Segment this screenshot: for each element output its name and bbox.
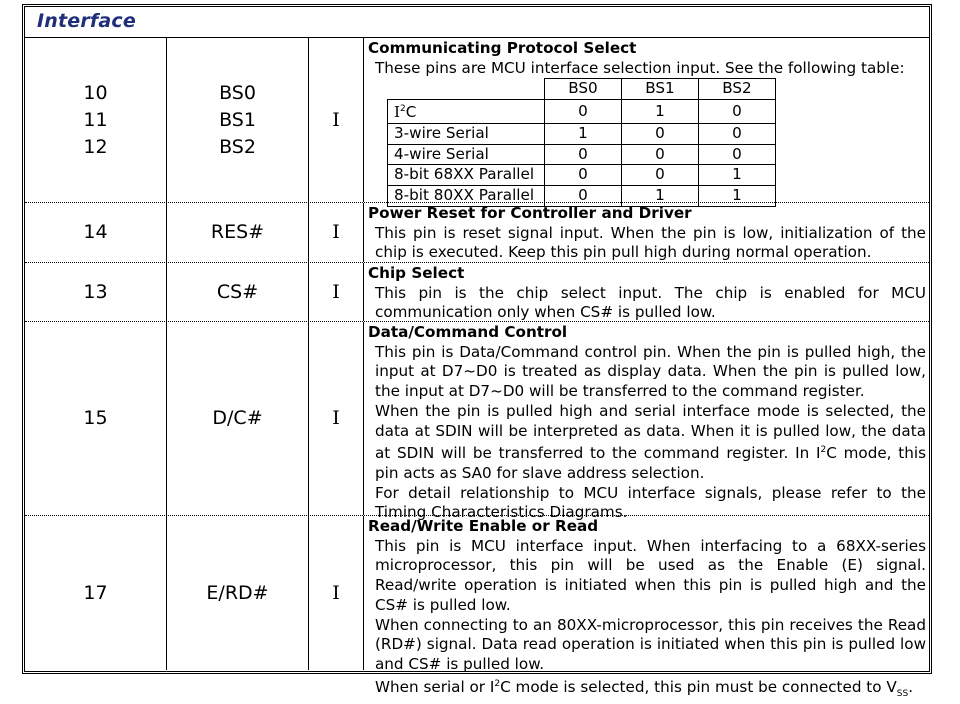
pin-number: 12 bbox=[83, 135, 108, 158]
bs-header: BS0 bbox=[545, 79, 622, 100]
bs-value: 1 bbox=[622, 100, 699, 124]
bs-value: 1 bbox=[699, 185, 776, 206]
table-row bbox=[388, 144, 776, 165]
interface-name: 8-bit 68XX Parallel bbox=[388, 165, 545, 186]
interface-name: 3-wire Serial bbox=[388, 123, 545, 144]
pin-name-cell bbox=[167, 38, 309, 202]
bs-value: 0 bbox=[699, 123, 776, 144]
interface-name: 4-wire Serial bbox=[388, 144, 545, 165]
description-title: Chip Select bbox=[368, 264, 465, 282]
bs-value: 0 bbox=[622, 165, 699, 186]
pin-row-res bbox=[25, 203, 929, 263]
pin-row-bs bbox=[25, 38, 929, 203]
pin-name: BS0 bbox=[219, 81, 256, 104]
bs-value: 1 bbox=[622, 185, 699, 206]
pin-name: E/RD# bbox=[167, 516, 309, 670]
description-text: This pin is MCU interface input. When interfacing to a 68XX-series microprocessor, this pin will be used as the Enable (E) signal. Read/write operation is initiated when this pin is pulled high and the CS# is pulled low. bbox=[375, 536, 926, 614]
bs-value: 0 bbox=[699, 100, 776, 124]
pin-number: 10 bbox=[83, 81, 108, 104]
pin-type: I bbox=[309, 322, 364, 515]
bs-value: 0 bbox=[545, 144, 622, 165]
pin-name: BS1 bbox=[219, 108, 256, 131]
description-text: When the pin is pulled high and serial interface mode is selected, the data at SDIN will be interpreted as data. When it is pulled low, the data at SDIN will be transferred to the command register. In $I^2C$ mode, this pin acts as SA0 for slave address selection. bbox=[375, 401, 926, 482]
description-title: Data/Command Control bbox=[368, 323, 568, 341]
pin-row-erd bbox=[25, 516, 929, 699]
interface-name: 8-bit 80XX Parallel bbox=[388, 185, 545, 206]
pin-row-cs bbox=[25, 263, 929, 322]
pin-row-dc bbox=[25, 322, 929, 522]
table-row bbox=[388, 123, 776, 144]
description-text: When serial or $I^2C$ mode is selected, this pin must be connected to $V_{SS}$. bbox=[375, 677, 914, 699]
pin-number: 13 bbox=[25, 263, 167, 321]
pin-name: BS2 bbox=[219, 135, 256, 158]
bs-value: 1 bbox=[545, 123, 622, 144]
description-text: For detail relationship to MCU interface signals, please refer to the Timing Characteristics Diagrams. bbox=[375, 483, 926, 522]
description-text: When connecting to an 80XX-microprocessor, this pin receives the Read (RD#) signal. Data read operation is initiated when this pin is pulled low and CS# is pulled low. bbox=[375, 615, 926, 673]
pin-name: CS# bbox=[167, 263, 309, 321]
pin-number: 17 bbox=[25, 516, 167, 670]
bs-value: 0 bbox=[622, 123, 699, 144]
bs-header: BS2 bbox=[699, 79, 776, 100]
pin-number: 14 bbox=[25, 203, 167, 262]
bs-value: 1 bbox=[699, 165, 776, 186]
pin-name: RES# bbox=[167, 203, 309, 262]
bs-value: 0 bbox=[545, 100, 622, 124]
pin-number: 11 bbox=[83, 108, 108, 131]
bs-selection-table bbox=[387, 78, 776, 206]
bs-value: 0 bbox=[699, 144, 776, 165]
pin-description bbox=[364, 263, 929, 321]
description-title: Communicating Protocol Select bbox=[368, 39, 637, 57]
pin-description bbox=[364, 38, 929, 202]
section-header bbox=[25, 7, 929, 38]
section-title: Interface bbox=[37, 10, 136, 32]
pin-number: 15 bbox=[25, 322, 167, 515]
description-text: This pin is the chip select input. The chip is enabled for MCU communication only when CS# is pulled low. bbox=[375, 283, 926, 322]
pin-description bbox=[364, 322, 929, 522]
bs-value: 0 bbox=[622, 144, 699, 165]
description-title: Read/Write Enable or Read bbox=[368, 517, 599, 535]
table-row bbox=[388, 100, 776, 124]
bs-header: BS1 bbox=[622, 79, 699, 100]
pin-number-cell bbox=[25, 38, 167, 202]
pin-description bbox=[364, 516, 929, 699]
pin-type: I bbox=[309, 203, 364, 262]
pin-type: I bbox=[309, 38, 364, 202]
pin-description bbox=[364, 203, 929, 262]
pin-type: I bbox=[309, 516, 364, 670]
bs-value: 0 bbox=[545, 165, 622, 186]
interface-name: $I^2C$ bbox=[388, 100, 545, 124]
pin-name: D/C# bbox=[167, 322, 309, 515]
bs-value: 0 bbox=[545, 185, 622, 206]
description-text: This pin is reset signal input. When the pin is low, initialization of the chip is executed. Keep this pin pull high during normal operation. bbox=[375, 223, 926, 262]
description-title: Power Reset for Controller and Driver bbox=[368, 204, 692, 222]
description-text: This pin is Data/Command control pin. When the pin is pulled high, the input at D7~D0 is treated as display data. When the pin is pulled low, the input at D7~D0 will be transferred to the command register. bbox=[375, 342, 926, 401]
table-row bbox=[388, 165, 776, 186]
description-text: These pins are MCU interface selection input. See the following table: bbox=[375, 58, 905, 77]
pin-type: I bbox=[309, 263, 364, 321]
